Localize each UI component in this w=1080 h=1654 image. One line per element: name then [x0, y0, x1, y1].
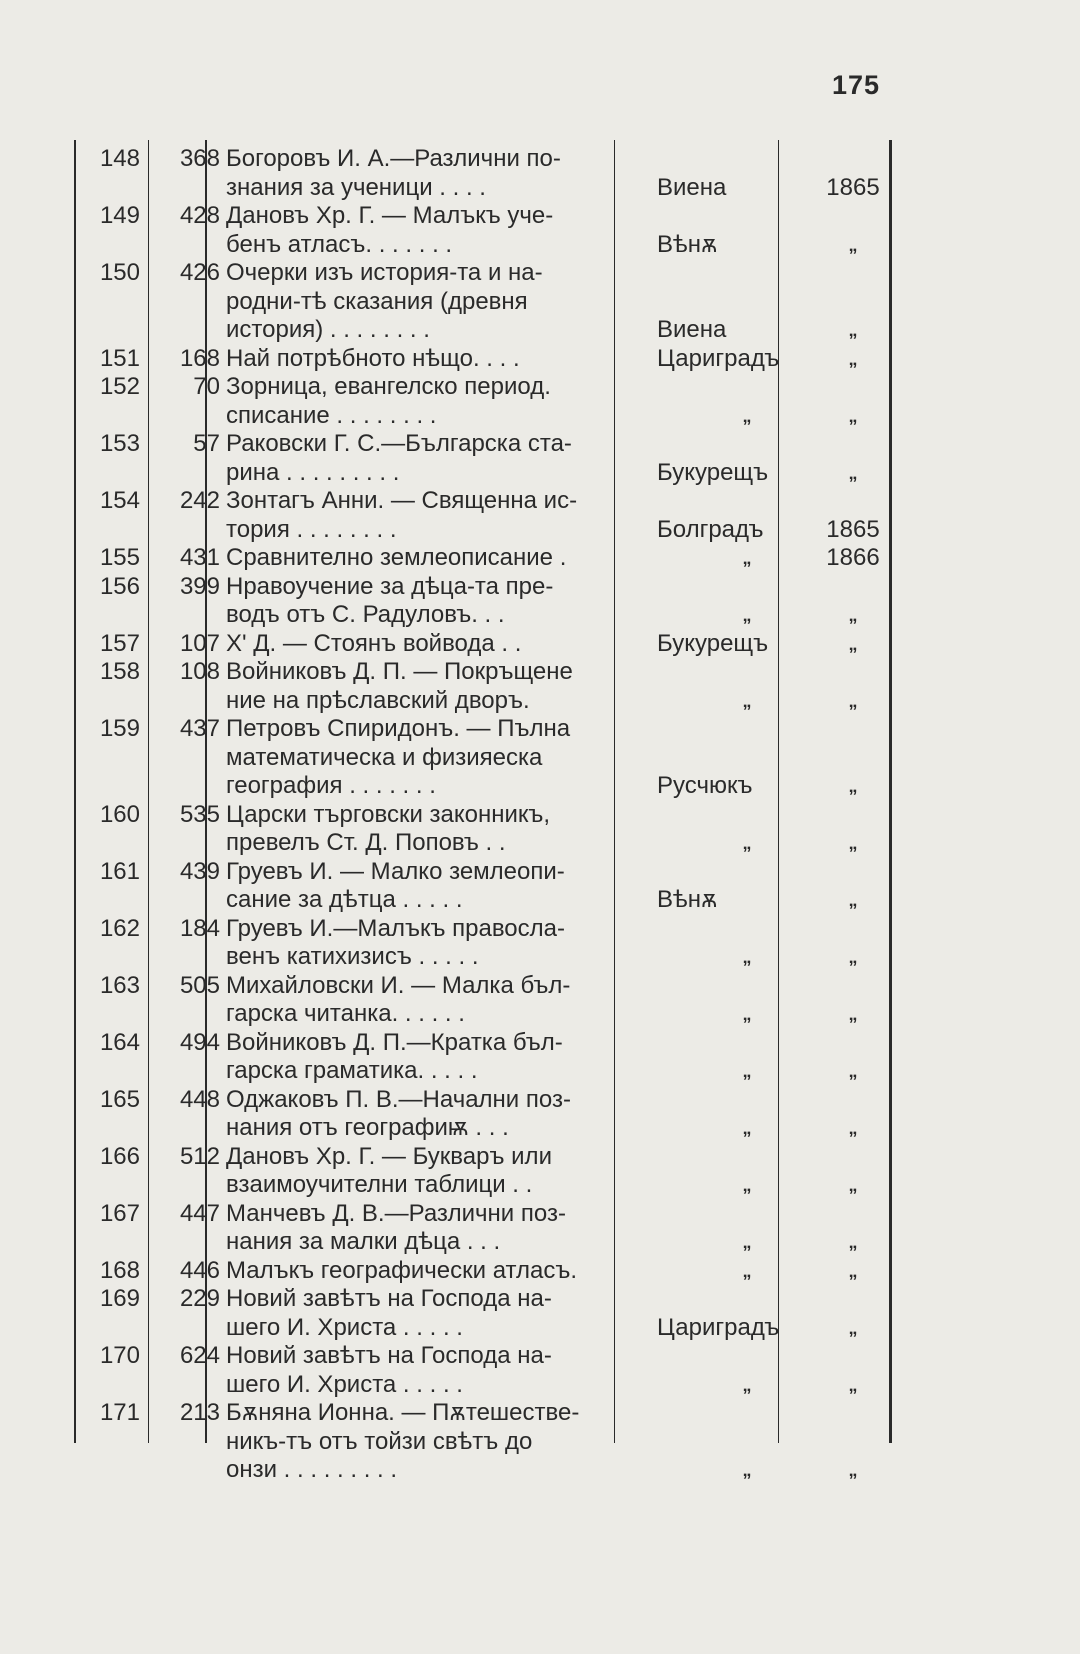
ledger-row: [84, 1285, 894, 1342]
entry-number: 170: [99, 1342, 140, 1369]
year-of-publication: „: [848, 320, 858, 340]
ledger-row: [84, 658, 894, 715]
entry-number: 153: [99, 430, 140, 457]
entry-number: 169: [99, 1285, 140, 1312]
entry-title: [226, 1143, 720, 1200]
title-line: онзи . . . . . . . . .: [226, 1456, 398, 1483]
year-of-publication: „: [848, 1460, 858, 1480]
entry-number: 156: [99, 572, 140, 600]
title-line: Богоровъ И. А.—Различни по-: [226, 145, 561, 172]
ledger-row: [84, 801, 894, 858]
place-of-publication: Цариградъ: [657, 344, 780, 372]
entry-title: [226, 1399, 720, 1485]
entry-title: [226, 801, 720, 858]
entry-title: [226, 487, 720, 544]
catalog-id: 57: [193, 430, 220, 457]
ledger-row: [84, 345, 894, 374]
place-of-publication: „: [742, 605, 752, 625]
title-line: Раковски Г. С.—Българска ста-: [226, 430, 572, 457]
title-line: география . . . . . . .: [226, 772, 436, 799]
entry-number: 160: [99, 800, 140, 828]
title-line: Войниковъ Д. П.—Кратка бъл-: [226, 1028, 563, 1056]
ledger-row: [84, 1399, 894, 1485]
year-of-publication: „: [848, 776, 858, 796]
catalog-id: 448: [179, 1085, 220, 1113]
place-of-publication: „: [742, 1260, 752, 1281]
place-of-publication: „: [742, 1175, 752, 1195]
title-line: рина . . . . . . . . .: [226, 458, 400, 486]
title-line: Очерки изъ история-та и на-: [226, 259, 543, 286]
place-of-publication: Цариградъ: [657, 1313, 780, 1341]
title-line: Груевъ И. — Малко землеопи-: [226, 857, 565, 885]
ledger-row: [84, 858, 894, 915]
place-of-publication: „: [742, 690, 752, 711]
title-line: Нравоучение за дѣца-та пре-: [226, 572, 554, 600]
year-of-publication: „: [848, 890, 858, 910]
title-line: нания за малки дѣца . . .: [226, 1228, 501, 1255]
year-of-publication: 1865: [826, 173, 880, 201]
entry-title: [226, 544, 720, 573]
ledger-row: [84, 544, 894, 573]
title-line: гарска граматика. . . . .: [226, 1057, 478, 1084]
year-of-publication: „: [848, 1260, 858, 1281]
entry-title: [226, 972, 720, 1029]
year-of-publication: „: [848, 1374, 858, 1395]
place-of-publication: „: [742, 1460, 752, 1480]
entry-title: [226, 430, 720, 487]
left-border-line: [74, 140, 76, 1443]
year-of-publication: „: [848, 633, 858, 654]
title-line: математическа и физияеска: [226, 743, 543, 771]
entry-number: 159: [99, 715, 140, 742]
entry-number: 163: [99, 971, 140, 999]
title-line: нания отъ географиѭ . . .: [226, 1114, 509, 1141]
year-of-publication: „: [848, 1061, 858, 1081]
ledger-table: [84, 145, 894, 1485]
title-line: водъ отъ С. Радуловъ. . .: [226, 601, 505, 628]
ledger-row: [84, 1143, 894, 1200]
title-line: венъ катихизисъ . . . . .: [226, 943, 479, 970]
catalog-id: 70: [193, 373, 220, 400]
title-line: сание за дѣтца . . . . .: [226, 886, 463, 913]
catalog-id: 184: [179, 914, 220, 942]
place-of-publication: Виена: [657, 173, 727, 201]
entry-number: 158: [99, 658, 140, 685]
catalog-id: 368: [179, 145, 220, 172]
entry-number: 149: [99, 202, 140, 229]
entry-title: [226, 1257, 720, 1286]
entry-title: [226, 573, 720, 630]
catalog-id: 624: [179, 1342, 220, 1369]
title-line: шего И. Христа . . . . .: [226, 1370, 463, 1398]
catalog-id: 437: [179, 715, 220, 742]
title-line: Дановъ Хр. Г. — Малъкъ уче-: [226, 202, 554, 229]
year-of-publication: „: [848, 462, 858, 483]
ledger-row: [84, 1029, 894, 1086]
year-of-publication: 1865: [826, 515, 880, 543]
title-line: тория . . . . . . . .: [226, 515, 397, 543]
entry-number: 150: [99, 259, 140, 286]
catalog-id: 535: [179, 800, 220, 828]
place-of-publication: Вѣнѫ: [657, 886, 718, 913]
ledger-row: [84, 1086, 894, 1143]
title-line: Груевъ И.—Малъкъ правосла-: [226, 914, 565, 942]
title-line: Зонтагъ Анни. — Священна ис-: [226, 487, 578, 514]
place-of-publication: „: [742, 1061, 752, 1081]
entry-number: 171: [99, 1399, 140, 1426]
ledger-row: [84, 573, 894, 630]
title-line: Михайловски И. — Малка бъл-: [226, 971, 571, 999]
catalog-id: 108: [179, 658, 220, 685]
catalog-id: 168: [179, 344, 220, 372]
title-line: взаимоучителни таблици . .: [226, 1171, 533, 1198]
title-line: Сравнително землеописание .: [226, 544, 567, 571]
title-line: никъ-тъ отъ тойзи свѣтъ до: [226, 1427, 533, 1455]
entry-title: [226, 1029, 720, 1086]
title-line: знания за ученици . . . .: [226, 173, 486, 201]
catalog-id: 446: [179, 1256, 220, 1284]
ledger-row: [84, 145, 894, 202]
title-line: превелъ Ст. Д. Поповъ . .: [226, 829, 506, 856]
title-line: Дановъ Хр. Г. — Букваръ или: [226, 1142, 552, 1170]
place-of-publication: Виена: [657, 316, 727, 343]
title-line: Х' Д. — Стоянъ войвода . .: [226, 629, 522, 657]
title-line: Войниковъ Д. П. — Покръщене: [226, 658, 573, 685]
title-line: Царски търговски законникъ,: [226, 800, 551, 828]
catalog-id: 213: [179, 1399, 220, 1426]
entry-title: [226, 1086, 720, 1143]
title-line: Оджаковъ П. В.—Начални поз-: [226, 1085, 571, 1113]
title-line: гарска читанка. . . . . .: [226, 1000, 465, 1027]
catalog-id: 505: [179, 971, 220, 999]
entry-number: 162: [99, 914, 140, 942]
place-of-publication: „: [742, 1118, 752, 1138]
place-of-publication: „: [742, 947, 752, 967]
year-of-publication: „: [848, 1232, 858, 1252]
entry-number: 166: [99, 1142, 140, 1170]
title-line: бенъ атласъ. . . . . . .: [226, 230, 453, 258]
ledger-row: [84, 972, 894, 1029]
entry-number: 151: [99, 344, 140, 372]
entry-title: [226, 915, 720, 972]
place-of-publication: Букурещъ: [657, 629, 769, 657]
title-line: списание . . . . . . . .: [226, 401, 437, 429]
catalog-id: 494: [179, 1028, 220, 1056]
year-of-publication: „: [848, 348, 858, 369]
place-of-publication: „: [742, 548, 752, 568]
title-line: Новий завѣтъ на Господа на-: [226, 1342, 552, 1369]
place-of-publication: „: [742, 833, 752, 853]
title-line: ние на прѣславский дворъ.: [226, 686, 530, 714]
catalog-id: 242: [179, 487, 220, 514]
title-line: Малъкъ географически атласъ.: [226, 1256, 578, 1284]
entry-number: 168: [99, 1256, 140, 1284]
entry-title: [226, 858, 720, 915]
place-of-publication: Русчюкъ: [657, 772, 753, 799]
catalog-id: 431: [179, 544, 220, 571]
entry-title: [226, 1342, 720, 1399]
title-line: шего И. Христа . . . . .: [226, 1313, 463, 1341]
place-of-publication: Вѣнѫ: [657, 230, 718, 258]
entry-number: 148: [99, 145, 140, 172]
ledger-row: [84, 630, 894, 659]
year-of-publication: „: [848, 947, 858, 967]
year-of-publication: „: [848, 234, 858, 255]
place-of-publication: „: [742, 1232, 752, 1252]
entry-number: 167: [99, 1199, 140, 1227]
year-of-publication: „: [848, 1317, 858, 1338]
year-of-publication: „: [848, 405, 858, 426]
year-of-publication: „: [848, 1004, 858, 1024]
title-line: родни-тѣ сказания (древня: [226, 287, 528, 315]
title-line: Най потрѣбното нѣщо. . . .: [226, 344, 520, 372]
ledger-row: [84, 487, 894, 544]
entry-number: 165: [99, 1085, 140, 1113]
catalog-id: 426: [179, 259, 220, 286]
catalog-id: 399: [179, 572, 220, 600]
entry-title: [226, 145, 720, 202]
catalog-id: 512: [179, 1142, 220, 1170]
catalog-id: 447: [179, 1199, 220, 1227]
entry-title: [226, 345, 720, 374]
place-of-publication: Болградъ: [657, 515, 764, 543]
entry-title: [226, 715, 720, 801]
year-of-publication: „: [848, 690, 858, 711]
entry-number: 164: [99, 1028, 140, 1056]
entry-title: [226, 202, 720, 259]
entry-title: [226, 259, 720, 345]
ledger-row: [84, 1342, 894, 1399]
title-line: Зорница, евангелско период.: [226, 373, 551, 400]
entry-title: [226, 658, 720, 715]
entry-number: 154: [99, 487, 140, 514]
place-of-publication: „: [742, 1374, 752, 1395]
ledger-row: [84, 1257, 894, 1286]
year-of-publication: „: [848, 1175, 858, 1195]
year-of-publication: 1866: [826, 544, 880, 571]
title-line: Новий завѣтъ на Господа на-: [226, 1285, 552, 1312]
entry-title: [226, 1200, 720, 1257]
entry-title: [226, 1285, 720, 1342]
ledger-row: [84, 1200, 894, 1257]
place-of-publication: Букурещъ: [657, 458, 769, 486]
year-of-publication: „: [848, 1118, 858, 1138]
catalog-id: 229: [179, 1285, 220, 1312]
title-line: Бѫняна Ионна. — Пѫтешестве-: [226, 1399, 580, 1426]
ledger-row: [84, 373, 894, 430]
entry-number: 152: [99, 373, 140, 400]
ledger-row: [84, 259, 894, 345]
title-line: история) . . . . . . . .: [226, 316, 430, 343]
ledger-row: [84, 715, 894, 801]
title-line: Манчевъ Д. В.—Различни поз-: [226, 1199, 566, 1227]
page-number: 175: [831, 70, 880, 100]
ledger-row: [84, 915, 894, 972]
year-of-publication: „: [848, 605, 858, 625]
place-of-publication: „: [742, 1004, 752, 1024]
ledger-row: [84, 202, 894, 259]
entry-number: 157: [99, 629, 140, 657]
entry-number: 155: [99, 544, 140, 571]
entry-number: 161: [99, 857, 140, 885]
place-of-publication: „: [742, 405, 752, 426]
catalog-id: 107: [179, 629, 220, 657]
year-of-publication: „: [848, 833, 858, 853]
entry-title: [226, 630, 720, 659]
catalog-id: 428: [179, 202, 220, 229]
entry-title: [226, 373, 720, 430]
catalog-id: 439: [179, 857, 220, 885]
title-line: Петровъ Спиридонъ. — Пълна: [226, 715, 571, 742]
ledger-row: [84, 430, 894, 487]
